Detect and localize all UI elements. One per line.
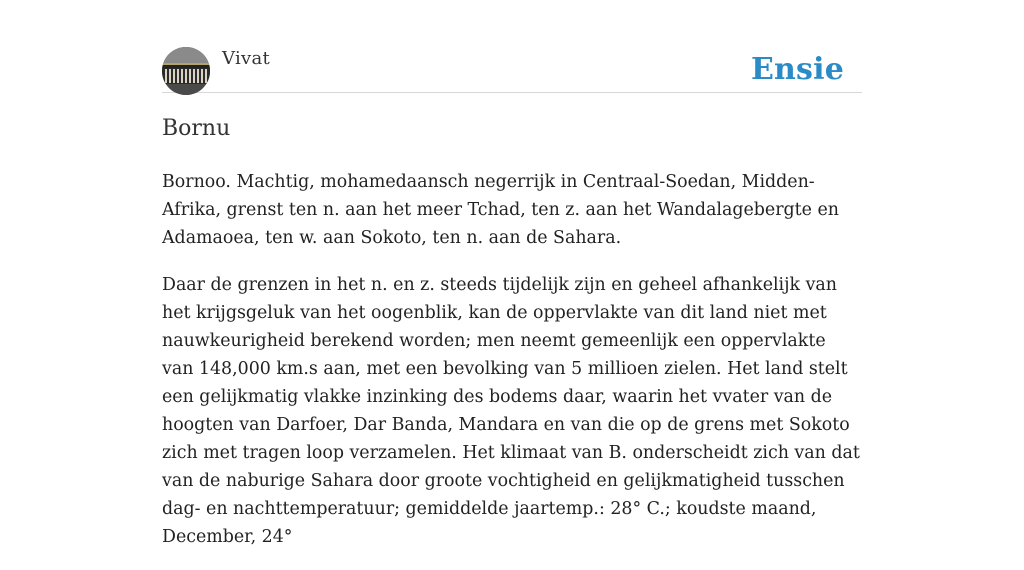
- article-body: [162, 168, 862, 570]
- author-name[interactable]: Vivat: [222, 48, 271, 69]
- article-title: Bornu: [162, 116, 231, 141]
- page: [162, 0, 862, 547]
- site-header: [162, 46, 862, 93]
- article-paragraph: Daar de grenzen in het n. en z. steeds tijdelijk zijn en geheel afhankelijk van het krijgsgeluk van het oogenblik, kan de oppervlakte van dit land niet met nauwkeurigheid berekend worden; men neemt gemeenlijk een oppervlakte van 148,000 km.s aan, met een bevolking van 5 millioen zielen. Het land stelt een gelijkmatig vlakke inzinking des bodems daar, waarin het vvater van de hoogten van Darfoer, Dar Banda, Mandara en van die op de grens met Sokoto zich met tragen loop verzamelen. Het klimaat van B. onderscheidt zich van dat van de naburige Sahara door groote vochtigheid en gelijkmatigheid tusschen dag- en nachttemperatuur; gemiddelde jaartemp.: 28° C.; koudste maand, December, 24°: [162, 275, 860, 547]
- book-stack-avatar-icon: [162, 47, 210, 95]
- brand-logo[interactable]: Ensie: [750, 52, 844, 87]
- article-paragraph: Bornoo. Machtig, mohamedaansch negerrijk in Centraal-Soedan, Midden-Afrika, grenst ten n. aan het meer Tchad, ten z. aan het Wandalagebergte en Adamaoea, ten w. aan Sokoto, ten n. aan de Sahara.: [162, 172, 839, 248]
- author-avatar[interactable]: [162, 47, 210, 95]
